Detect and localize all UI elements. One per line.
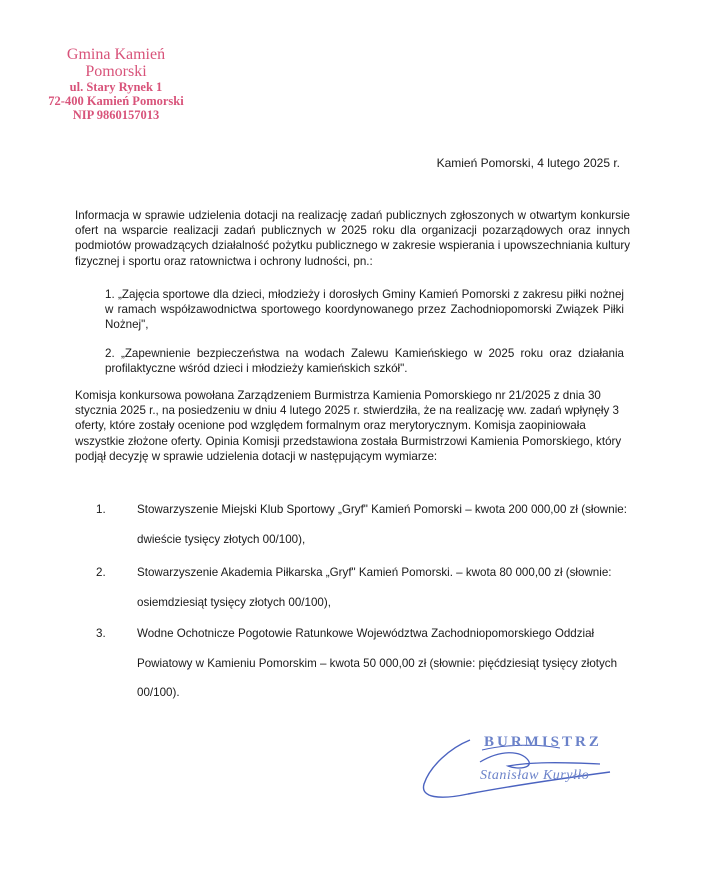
stamp-city: 72-400 Kamień Pomorski <box>48 94 184 108</box>
decision-1-line-2: dwieście tysięcy złotych 00/100), <box>137 533 306 546</box>
decision-number-1: 1. <box>96 503 106 516</box>
decision-3-line-1: Wodne Ochotnicze Pogotowie Ratunkowe Województwa Zachodniopomorskiego Oddział <box>137 627 595 640</box>
date-line: Kamień Pomorski, 4 lutego 2025 r. <box>436 156 620 170</box>
stamp-nip: NIP 9860157013 <box>72 108 160 122</box>
decision-number-2: 2. <box>96 566 106 579</box>
decision-2-line-2: osiemdziesiąt tysięcy złotych 00/100), <box>137 596 331 609</box>
task-item-2: 2. „Zapewnienie bezpieczeństwa na wodach Zalewu Kamieńskiego w 2025 roku oraz działania profilaktyczne wśród dzieci i młodzieży kamieńskich szkół". <box>105 347 624 375</box>
stamp-street: ul. Stary Rynek 1 <box>69 80 163 94</box>
intro-paragraph: Informacja w sprawie udzielenia dotacji na realizację zadań publicznych zgłoszonych w otwartym konkursie ofert na wsparcie realizacji zadań publicznych w 2025 roku dla organizacji pozarządowych oraz innych podmiotów prowadzących działalność pożytku publicznego w zakresie wspierania i upowszechniania kultury fizycznej i sportu oraz ratownictwa i ochrony ludności, pn.: <box>75 209 630 268</box>
signature-name: Stanisław Kuryłło <box>480 768 590 783</box>
decision-3-line-3: 00/100). <box>137 686 180 699</box>
municipality-stamp <box>36 46 196 122</box>
stamp-name: Gmina Kamień Pomorski <box>66 46 166 80</box>
signature-stamp <box>410 726 650 812</box>
decision-number-3: 3. <box>96 627 106 640</box>
decision-2-line-1: Stowarzyszenie Akademia Piłkarska „Gryf" Kamień Pomorski. – kwota 80 000,00 zł (słownie: <box>137 566 612 579</box>
signature-title: BURMISTRZ <box>484 734 602 750</box>
task-item-1: 1. „Zajęcia sportowe dla dzieci, młodzieży i dorosłych Gminy Kamień Pomorski z zakresu piłki nożnej w ramach współzawodnictwa sportowego koordynowanego przez Zachodniopomorski Związek Piłki Nożnej", <box>105 288 624 331</box>
decision-1-line-1: Stowarzyszenie Miejski Klub Sportowy „Gryf" Kamień Pomorski – kwota 200 000,00 zł (słownie: <box>137 503 627 516</box>
decision-3-line-2: Powiatowy w Kamieniu Pomorskim – kwota 50 000,00 zł (słownie: pięćdziesiąt tysięcy złotych <box>137 657 618 670</box>
commission-paragraph: Komisja konkursowa powołana Zarządzeniem Burmistrza Kamienia Pomorskiego nr 21/2025 z dnia 30 stycznia 2025 r., na posiedzeniu w dniu 4 lutego 2025 r. stwierdziła, że na realizację ww. zadań wpłynęły 3 oferty, które zostały ocenione pod względem formalnym oraz merytorycznym. Komisja zaopiniowała wszystkie złożone oferty. Opinia Komisji przedstawiona została Burmistrzowi Kamienia Pomorskiego, który podjął decyzję w sprawie udzielenia dotacji w następującym wymiarze: <box>75 389 622 463</box>
